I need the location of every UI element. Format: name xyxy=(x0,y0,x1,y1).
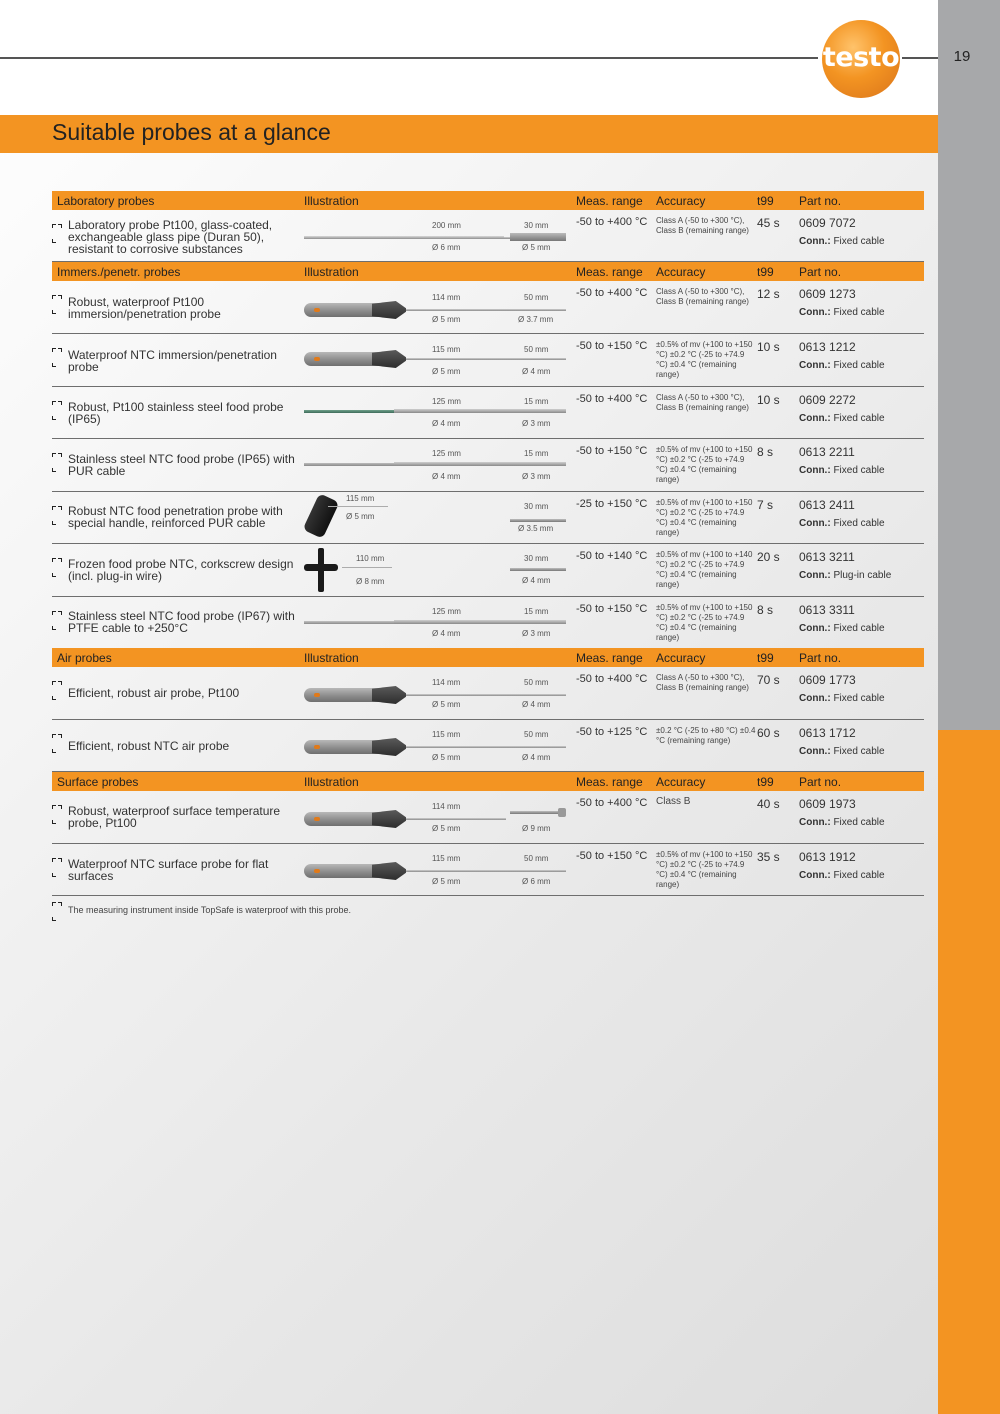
length-label: 200 mm xyxy=(432,221,461,230)
probe-shaft xyxy=(342,567,392,568)
tip-length-label: 50 mm xyxy=(524,345,549,354)
conn-value: Fixed cable xyxy=(833,870,885,881)
probe-tip xyxy=(510,568,566,571)
probe-tip xyxy=(510,233,566,241)
probe-cable xyxy=(304,621,394,624)
handle-marker xyxy=(314,817,320,821)
topsafe-icon xyxy=(52,224,62,246)
topsafe-icon xyxy=(52,805,62,827)
section-header-air xyxy=(52,648,924,667)
section-label: Laboratory probes xyxy=(57,194,155,208)
connection xyxy=(799,870,885,881)
t99-value: 10 s xyxy=(757,393,780,407)
length-label: 125 mm xyxy=(432,449,461,458)
tip-diameter-label: Ø 4 mm xyxy=(522,700,551,709)
sidebar-orange xyxy=(938,730,1000,1414)
probe-grip xyxy=(372,810,406,828)
probe-row xyxy=(52,844,924,896)
probe-row xyxy=(52,720,924,772)
topsafe-icon xyxy=(52,858,62,880)
probe-illustration xyxy=(304,236,504,239)
meas-range: -50 to +150 °C xyxy=(576,850,648,862)
part-number: 0613 2411 xyxy=(799,498,855,512)
meas-range: -50 to +400 °C xyxy=(576,797,648,809)
probe-row xyxy=(52,281,924,334)
probe-grip xyxy=(372,862,406,880)
col-illustration: Illustration xyxy=(304,265,359,279)
conn-label: Conn.: xyxy=(799,746,831,757)
handle-marker xyxy=(314,869,320,873)
accuracy: ±0.5% of mv (+100 to +140 °C) ±0.2 °C (-25 to +74.9 °C) ±0.4 °C (remaining range) xyxy=(656,550,753,589)
part-number: 0613 2211 xyxy=(799,445,855,459)
conn-label: Conn.: xyxy=(799,623,831,634)
length-label: 115 mm xyxy=(432,345,461,354)
col-t99: t99 xyxy=(757,194,774,208)
col-part-no: Part no. xyxy=(799,265,842,279)
part-number: 0613 1912 xyxy=(799,850,856,864)
conn-value: Fixed cable xyxy=(833,746,885,757)
col-accuracy: Accuracy xyxy=(656,194,706,208)
footnote: The measuring instrument inside TopSafe is waterproof with this probe. xyxy=(68,905,351,915)
part-number: 0613 1212 xyxy=(799,340,856,354)
col-meas-range: Meas. range xyxy=(576,265,643,279)
col-t99: t99 xyxy=(757,651,774,665)
t99-value: 35 s xyxy=(757,850,780,864)
t99-value: 8 s xyxy=(757,603,774,617)
probe-shaft xyxy=(406,818,506,820)
meas-range: -50 to +400 °C xyxy=(576,393,648,405)
probe-description: Efficient, robust air probe, Pt100 xyxy=(68,686,240,700)
length-label: 115 mm xyxy=(432,854,461,863)
handle-marker xyxy=(314,308,320,312)
meas-range: -50 to +150 °C xyxy=(576,445,648,457)
tip-diameter-label: Ø 4 mm xyxy=(522,367,551,376)
conn-value: Plug-in cable xyxy=(833,570,892,581)
tip-length-label: 50 mm xyxy=(524,678,549,687)
length-label: 114 mm xyxy=(432,678,461,687)
tip-diameter-label: Ø 5 mm xyxy=(522,243,551,252)
connection xyxy=(799,307,885,318)
length-label: 115 mm xyxy=(346,494,375,503)
probe-description: Robust, waterproof Pt100 immersion/penetration probe xyxy=(68,295,221,321)
handle-marker xyxy=(314,357,320,361)
t99-value: 60 s xyxy=(757,726,780,740)
t99-value: 10 s xyxy=(757,340,780,354)
probe-shaft xyxy=(406,870,566,872)
probe-description: Robust, Pt100 stainless steel food probe (IP65) xyxy=(68,400,284,426)
connection xyxy=(799,693,885,704)
probe-cable xyxy=(304,410,394,413)
part-number: 0609 7072 xyxy=(799,216,856,230)
conn-value: Fixed cable xyxy=(833,817,885,828)
col-part-no: Part no. xyxy=(799,194,842,208)
conn-label: Conn.: xyxy=(799,693,831,704)
tip-diameter-label: Ø 6 mm xyxy=(522,877,551,886)
conn-label: Conn.: xyxy=(799,413,831,424)
section-header-laboratory xyxy=(52,191,924,210)
tip-diameter-label: Ø 3 mm xyxy=(522,629,551,638)
connection xyxy=(799,360,885,371)
col-accuracy: Accuracy xyxy=(656,775,706,789)
part-number: 0613 1712 xyxy=(799,726,856,740)
probe-description: Waterproof NTC immersion/penetration probe xyxy=(68,348,277,374)
col-meas-range: Meas. range xyxy=(576,775,643,789)
length-label: 115 mm xyxy=(432,730,461,739)
probe-tip xyxy=(510,811,560,814)
probe-row xyxy=(52,334,924,387)
tip-length-label: 50 mm xyxy=(524,854,549,863)
col-illustration: Illustration xyxy=(304,194,359,208)
connection xyxy=(799,413,885,424)
col-illustration: Illustration xyxy=(304,775,359,789)
length-label: 110 mm xyxy=(356,554,385,563)
conn-value: Fixed cable xyxy=(833,623,885,634)
tip-length-label: 15 mm xyxy=(524,607,549,616)
part-number: 0609 2272 xyxy=(799,393,856,407)
probe-shaft xyxy=(394,409,566,413)
probe-row xyxy=(52,387,924,439)
t99-value: 20 s xyxy=(757,550,780,564)
length-label: 125 mm xyxy=(432,397,461,406)
topsafe-icon xyxy=(52,295,62,317)
probe-description: Robust, waterproof surface temperature probe, Pt100 xyxy=(68,804,281,830)
probe-description: Efficient, robust NTC air probe xyxy=(68,739,230,753)
tip-diameter-label: Ø 3 mm xyxy=(522,472,551,481)
page-number: 19 xyxy=(953,48,971,65)
probe-row xyxy=(52,544,924,597)
corkscrew-crossbar xyxy=(304,564,338,571)
probe-description: Laboratory probe Pt100, glass-coated, exchangeable glass pipe (Duran 50), resistant to corrosive substances xyxy=(68,218,273,256)
diameter-label: Ø 5 mm xyxy=(432,700,461,709)
probe-grip xyxy=(372,686,406,704)
diameter-label: Ø 6 mm xyxy=(432,243,461,252)
topsafe-icon xyxy=(52,902,62,920)
diameter-label: Ø 5 mm xyxy=(432,877,461,886)
probe-shaft xyxy=(406,746,566,748)
length-label: 114 mm xyxy=(432,293,461,302)
conn-label: Conn.: xyxy=(799,817,831,828)
conn-label: Conn.: xyxy=(799,570,831,581)
meas-range: -50 to +400 °C xyxy=(576,216,648,228)
connection xyxy=(799,817,885,828)
part-number: 0609 1973 xyxy=(799,797,856,811)
probe-grip xyxy=(372,350,406,368)
accuracy: ±0.5% of mv (+100 to +150 °C) ±0.2 °C (-25 to +74.9 °C) ±0.4 °C (remaining range) xyxy=(656,445,753,484)
meas-range: -25 to +150 °C xyxy=(576,498,648,510)
topsafe-icon xyxy=(52,734,62,756)
accuracy: ±0.5% of mv (+100 to +150 °C) ±0.2 °C (-25 to +74.9 °C) ±0.4 °C (remaining range) xyxy=(656,498,753,537)
diameter-label: Ø 4 mm xyxy=(432,419,461,428)
section-label: Air probes xyxy=(57,651,112,665)
t99-value: 45 s xyxy=(757,216,780,230)
col-meas-range: Meas. range xyxy=(576,194,643,208)
accuracy: ±0.5% of mv (+100 to +150 °C) ±0.2 °C (-25 to +74.9 °C) ±0.4 °C (remaining range) xyxy=(656,603,753,642)
tip-diameter-label: Ø 3.7 mm xyxy=(518,315,554,324)
t99-value: 7 s xyxy=(757,498,774,512)
conn-value: Fixed cable xyxy=(833,360,885,371)
tip-length-label: 30 mm xyxy=(524,502,549,511)
part-number: 0613 3211 xyxy=(799,550,855,564)
surface-head xyxy=(558,808,566,817)
topsafe-icon xyxy=(52,453,62,475)
topsafe-icon xyxy=(52,681,62,703)
probe-shaft xyxy=(394,620,566,624)
diameter-label: Ø 8 mm xyxy=(356,577,385,586)
length-label: 125 mm xyxy=(432,607,461,616)
tip-length-label: 50 mm xyxy=(524,293,549,302)
connection xyxy=(799,236,885,247)
diameter-label: Ø 4 mm xyxy=(432,472,461,481)
conn-label: Conn.: xyxy=(799,236,831,247)
conn-label: Conn.: xyxy=(799,360,831,371)
col-part-no: Part no. xyxy=(799,775,842,789)
tip-diameter-label: Ø 4 mm xyxy=(522,576,551,585)
probe-row xyxy=(52,210,924,262)
diameter-label: Ø 5 mm xyxy=(346,512,375,521)
conn-label: Conn.: xyxy=(799,518,831,529)
tip-length-label: 50 mm xyxy=(524,730,549,739)
probe-description: Robust NTC food penetration probe with special handle, reinforced PUR cable xyxy=(68,504,283,530)
topsafe-icon xyxy=(52,348,62,370)
diameter-label: Ø 4 mm xyxy=(432,629,461,638)
meas-range: -50 to +125 °C xyxy=(576,726,648,738)
meas-range: -50 to +400 °C xyxy=(576,287,648,299)
length-label: 114 mm xyxy=(432,802,461,811)
probe-description: Waterproof NTC surface probe for flat surfaces xyxy=(68,857,269,883)
meas-range: -50 to +150 °C xyxy=(576,603,648,615)
probe-grip xyxy=(372,738,406,756)
header-rule xyxy=(0,57,818,59)
probe-tip xyxy=(510,519,566,522)
accuracy: Class B xyxy=(656,796,691,807)
connection xyxy=(799,465,885,476)
probe-handle xyxy=(303,493,340,539)
accuracy: Class A (-50 to +300 °C), Class B (remaining range) xyxy=(656,673,749,692)
col-meas-range: Meas. range xyxy=(576,651,643,665)
section-header-surface xyxy=(52,772,924,791)
part-number: 0613 3311 xyxy=(799,603,855,617)
conn-value: Fixed cable xyxy=(833,236,885,247)
probe-shaft xyxy=(406,309,566,311)
col-illustration: Illustration xyxy=(304,651,359,665)
probe-row xyxy=(52,667,924,720)
tip-diameter-label: Ø 3.5 mm xyxy=(518,524,554,533)
connection xyxy=(799,570,891,581)
meas-range: -50 to +150 °C xyxy=(576,340,648,352)
section-label: Immers./penetr. probes xyxy=(57,265,181,279)
diameter-label: Ø 5 mm xyxy=(432,367,461,376)
conn-value: Fixed cable xyxy=(833,465,885,476)
probe-row xyxy=(52,492,924,544)
tip-length-label: 15 mm xyxy=(524,397,549,406)
conn-value: Fixed cable xyxy=(833,518,885,529)
conn-value: Fixed cable xyxy=(833,693,885,704)
conn-label: Conn.: xyxy=(799,307,831,318)
page-title: Suitable probes at a glance xyxy=(52,119,331,145)
connection xyxy=(799,623,885,634)
col-t99: t99 xyxy=(757,265,774,279)
tip-length-label: 30 mm xyxy=(524,554,549,563)
col-part-no: Part no. xyxy=(799,651,842,665)
accuracy: ±0.2 °C (-25 to +80 °C) ±0.4 °C (remaining range) xyxy=(656,726,756,745)
probe-shaft xyxy=(406,694,566,696)
probe-row xyxy=(52,597,924,649)
col-t99: t99 xyxy=(757,775,774,789)
accuracy: Class A (-50 to +300 °C), Class B (remaining range) xyxy=(656,216,749,235)
tip-length-label: 15 mm xyxy=(524,449,549,458)
tip-diameter-label: Ø 4 mm xyxy=(522,753,551,762)
tip-diameter-label: Ø 9 mm xyxy=(522,824,551,833)
probe-cable xyxy=(304,463,394,466)
t99-value: 40 s xyxy=(757,797,780,811)
part-number: 0609 1773 xyxy=(799,673,856,687)
topsafe-icon xyxy=(52,558,62,580)
part-number: 0609 1273 xyxy=(799,287,856,301)
meas-range: -50 to +400 °C xyxy=(576,673,648,685)
probe-shaft xyxy=(328,506,388,507)
diameter-label: Ø 5 mm xyxy=(432,824,461,833)
handle-marker xyxy=(314,745,320,749)
col-accuracy: Accuracy xyxy=(656,265,706,279)
tip-length-label: 30 mm xyxy=(524,221,549,230)
diameter-label: Ø 5 mm xyxy=(432,315,461,324)
handle-marker xyxy=(314,693,320,697)
accuracy: ±0.5% of mv (+100 to +150 °C) ±0.2 °C (-25 to +74.9 °C) ±0.4 °C (remaining range) xyxy=(656,850,753,889)
t99-value: 8 s xyxy=(757,445,774,459)
testo-logo xyxy=(822,20,900,98)
t99-value: 12 s xyxy=(757,287,780,301)
probe-row xyxy=(52,791,924,844)
t99-value: 70 s xyxy=(757,673,780,687)
topsafe-icon xyxy=(52,506,62,528)
probe-description: Stainless steel NTC food probe (IP67) with PTFE cable to +250°C xyxy=(68,609,295,635)
probe-description: Frozen food probe NTC, corkscrew design (incl. plug-in wire) xyxy=(68,557,294,583)
col-accuracy: Accuracy xyxy=(656,651,706,665)
probe-description: Stainless steel NTC food probe (IP65) with PUR cable xyxy=(68,452,295,478)
tip-diameter-label: Ø 3 mm xyxy=(522,419,551,428)
meas-range: -50 to +140 °C xyxy=(576,550,648,562)
logo-text: testo xyxy=(822,42,900,73)
conn-label: Conn.: xyxy=(799,465,831,476)
connection xyxy=(799,746,885,757)
header-rule-right xyxy=(902,57,938,59)
conn-value: Fixed cable xyxy=(833,413,885,424)
accuracy: Class A (-50 to +300 °C), Class B (remaining range) xyxy=(656,287,749,306)
diameter-label: Ø 5 mm xyxy=(432,753,461,762)
probe-shaft xyxy=(406,358,566,360)
conn-label: Conn.: xyxy=(799,870,831,881)
topsafe-icon xyxy=(52,611,62,633)
topsafe-icon xyxy=(52,401,62,423)
probe-row xyxy=(52,439,924,492)
section-header-immersion xyxy=(52,262,924,281)
probe-shaft xyxy=(394,462,566,466)
conn-value: Fixed cable xyxy=(833,307,885,318)
section-label: Surface probes xyxy=(57,775,139,789)
probe-grip xyxy=(372,301,406,319)
connection xyxy=(799,518,885,529)
accuracy: ±0.5% of mv (+100 to +150 °C) ±0.2 °C (-25 to +74.9 °C) ±0.4 °C (remaining range) xyxy=(656,340,753,379)
accuracy: Class A (-50 to +300 °C), Class B (remaining range) xyxy=(656,393,749,412)
